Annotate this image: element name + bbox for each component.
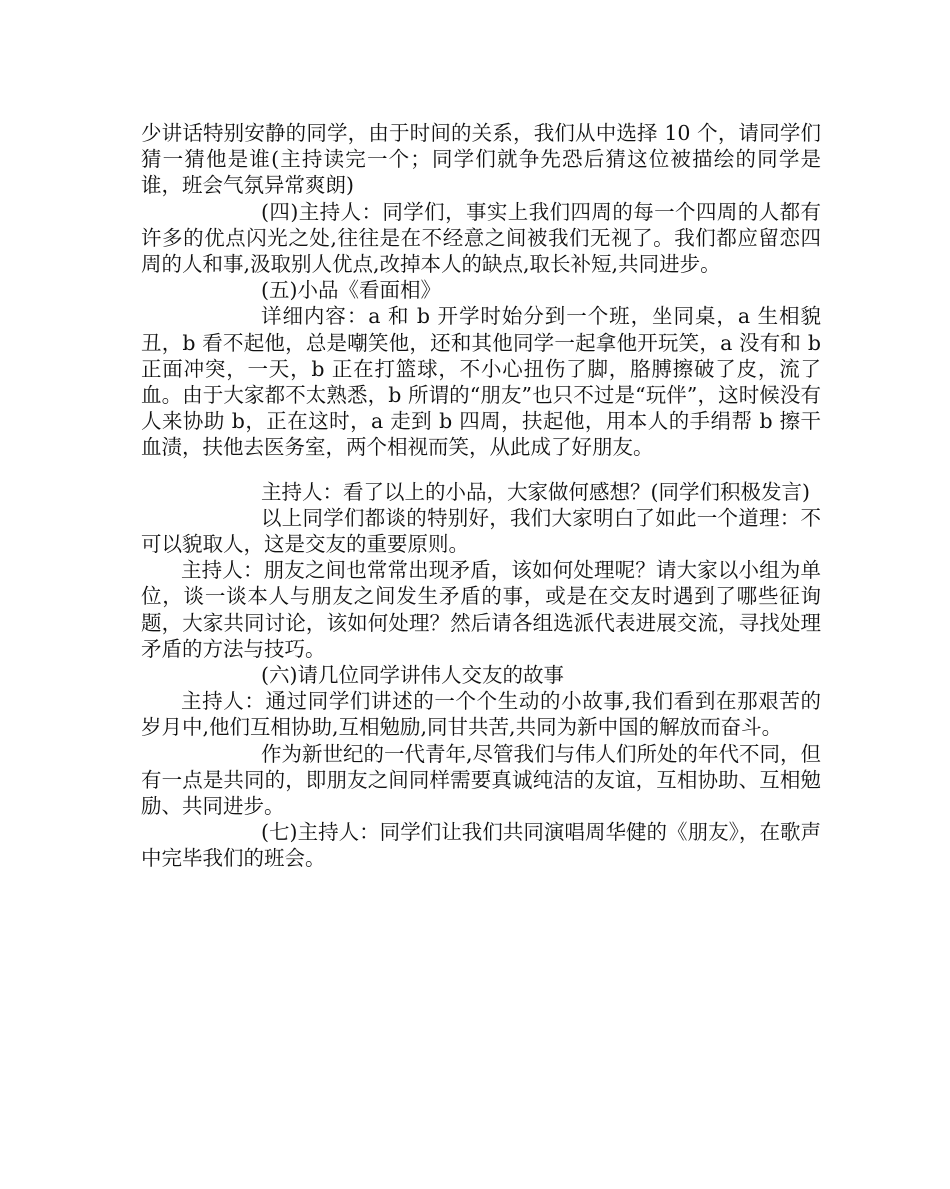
paragraph-guessing-classmates: 少讲话特别安静的同学，由于时间的关系，我们从中选择 10 个，请同学们猜一猜他是谁(主持读完一个；同学们就争先恐后猜这位被描绘的同学是谁，班会气氛异常爽朗) — [141, 121, 821, 198]
paragraph-section-six-title: (六)请几位同学讲伟人交友的故事 — [261, 663, 564, 688]
paragraph-host-question: 主持人：看了以上的小品，大家做何感想？(同学们积极发言) — [261, 479, 810, 504]
paragraph-section-five-title: (五)小品《看面相》 — [261, 278, 441, 303]
paragraph-section-seven: (七)主持人：同学们让我们共同演唱周华健的《朋友》，在歌声中完毕我们的班会。 — [141, 820, 821, 871]
paragraph-great-people-stories: 主持人：通过同学们讲述的一个个生动的小故事,我们看到在那艰苦的岁月中,他们互相协助,互相勉励,同甘共苦,共同为新中国的解放而奋斗。 — [141, 689, 821, 740]
paragraph-new-generation: 作为新世纪的一代青年,尽管我们与伟人们所处的年代不同，但有一点是共同的，即朋友之间同样需要真诚纯洁的友谊，互相协助、互相勉励、共同进步。 — [141, 741, 822, 819]
paragraph-principle: 以上同学们都谈的特别好，我们大家明白了如此一个道理：不可以貌取人，这是交友的重要原则。 — [141, 505, 821, 557]
paragraph-section-four: (四)主持人：同学们，事实上我们四周的每一个四周的人都有许多的优点闪光之处,往往是在不经意之间被我们无视了。我们都应留恋四周的人和事,汲取别人优点,改掉本人的缺点,取长补短,共同进步。 — [141, 199, 821, 277]
paragraph-conflict-discussion: 主持人：朋友之间也常常出现矛盾，该如何处理呢？请大家以小组为单位，谈一谈本人与朋友之间发生矛盾的事，或是在交友时遇到了哪些征询题，大家共同讨论，该如何处理？然后请各组选派代表进展交流，寻找处理矛盾的方法与技巧。 — [141, 558, 821, 661]
document-body — [141, 120, 821, 872]
paragraph-skit-content: 详细内容：a 和 b 开学时始分到一个班，坐同桌，a 生相貌丑，b 看不起他，总是嘲笑他，还和其他同学一起拿他开玩笑，a 没有和 b 正面冲突，一天，b 正在打篮球，不小心扭伤了脚，胳膊擦破了皮，流了血。由于大家都不太熟悉，b 所谓的“朋友”也只不过是“玩伴”，这时候没有人来协助 b，正在这时，a 走到 b 四周，扶起他，用本人的手绢帮 b 擦干血渍，扶他去医务室，两个相视而笑，从此成了好朋友。 — [141, 304, 821, 460]
